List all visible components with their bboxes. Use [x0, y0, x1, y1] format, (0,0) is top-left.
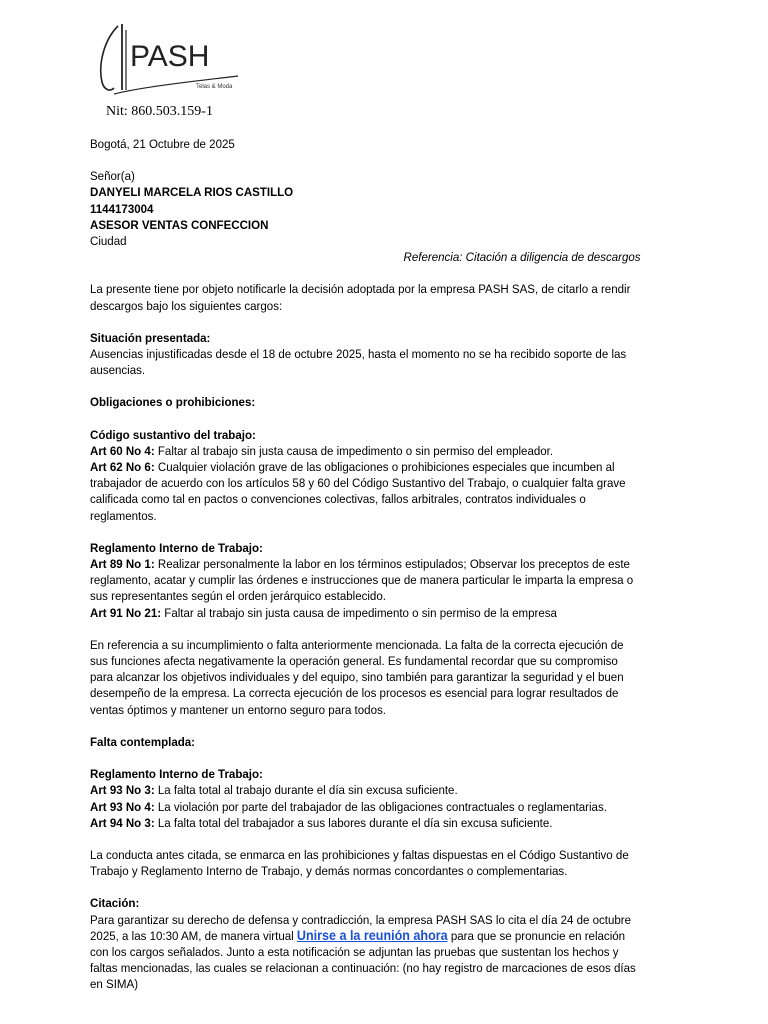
cst-heading: Código sustantivo del trabajo: [90, 427, 256, 442]
rit-item [90, 556, 641, 605]
obligations-heading: Obligaciones o prohibiciones: [90, 395, 256, 410]
nit-number: Nit: 860.503.159-1 [106, 104, 213, 119]
article-text: La falta total al trabajo durante el día sin excusa suficiente. [154, 783, 458, 798]
date-line: Bogotá, 21 Octubre de 2025 [90, 137, 235, 151]
article-text: Realizar personalmente la labor en los términos estipulados; Observar los preceptos de este reglamento, acatar y cumplir las órdenes e instrucciones que de manera particular le imparta la empresa o sus representantes según el orden jerárquico establecido. [90, 557, 634, 604]
rit-item [90, 605, 641, 621]
article-ref: Art 94 No 3: [90, 815, 155, 830]
article-ref: Art 62 No 6: [90, 460, 155, 475]
citation-text-before: Para garantizar su derecho de defensa y contradicción, la empresa PASH SAS lo cita el día 24 de octubre 2025, a las 10:30 AM, de manera virtual [90, 912, 632, 943]
join-meeting-link[interactable]: Unirse a la reunión ahora [296, 927, 448, 943]
situation-text: Ausencias injustificadas desde el 18 de octubre 2025, hasta el momento no se ha recibido soporte de las ausencias. [90, 347, 627, 378]
cst-item [90, 443, 641, 459]
article-ref: Art 93 No 3: [90, 783, 155, 798]
rit2-item [90, 815, 641, 831]
intro-paragraph: La presente tiene por objeto notificarle la decisión adoptada por la empresa PASH SAS, de citarlo a rendir descargos bajo los siguientes cargos: [90, 282, 631, 313]
article-text: La violación por parte del trabajador de las obligaciones contractuales o reglamentarias. [154, 799, 607, 814]
letter-body [90, 136, 641, 993]
recipient-role: ASESOR VENTAS CONFECCION [90, 217, 269, 232]
article-text: Cualquier violación grave de las obligaciones o prohibiciones especiales que incumben al trabajador de acuerdo con los artículos 58 y 60 del Código Sustantivo del Trabajo, o cualquier falta grave calificada como tal en pactos o convenciones colectivas, fallos arbitrales, contratos individuales o reglamentos. [90, 460, 626, 523]
rit2-heading: Reglamento Interno de Trabajo: [90, 767, 263, 782]
cst-item [90, 459, 641, 524]
article-text: Faltar al trabajo sin justa causa de impedimento o sin permiso del empleador. [154, 443, 554, 458]
rit2-item [90, 782, 641, 798]
svg-text:PASH: PASH [130, 40, 210, 73]
article-text: Faltar al trabajo sin justa causa de impedimento o sin permiso de la empresa [161, 605, 557, 620]
article-ref: Art 93 No 4: [90, 799, 155, 814]
article-ref: Art 89 No 1: [90, 557, 155, 572]
rit2-item [90, 799, 641, 815]
citation-paragraph [90, 912, 641, 993]
recipient-id: 1144173004 [90, 201, 154, 216]
reference-line: Referencia: Citación a diligencia de descargos [403, 250, 641, 265]
recipient-salutation: Señor(a) [90, 169, 135, 184]
fault-heading: Falta contemplada: [90, 734, 196, 749]
citation-text-after: para que se pronuncie en relación con los cargos señalados. Junto a esta notificación se adjuntan las pruebas que sustentan los hechos y faltas mencionadas, las cuales se relacionan a continuación: (no hay registro de marcaciones de esos días en SIMA) [90, 928, 636, 992]
recipient-city: Ciudad [90, 234, 127, 249]
reference-paragraph: En referencia a su incumplimiento o falta anteriormente mencionada. La falta de la correcta ejecución de sus funciones afecta negativamente la operación general. Es fundamental recordar que su compromiso para alcanzar los objetivos individuales y del equipo, sino también para garantizar la seguridad y el buen desempeño de la empresa. La correcta ejecución de los procesos es esencial para lograr resultados de ventas óptimos y mantener un entorno seguro para todos. [90, 637, 624, 717]
citation-heading: Citación: [90, 896, 140, 911]
svg-text:Telas & Moda: Telas & Moda [196, 84, 233, 90]
article-ref: Art 91 No 21: [90, 605, 162, 620]
situation-heading: Situación presentada: [90, 330, 211, 345]
conduct-paragraph: La conducta antes citada, se enmarca en las prohibiciones y faltas dispuestas en el Código Sustantivo de Trabajo y Reglamento Interno de Trabajo, y demás normas concordantes o complementarias. [90, 847, 629, 879]
recipient-name: DANYELI MARCELA RIOS CASTILLO [90, 185, 294, 200]
article-ref: Art 60 No 4: [90, 443, 155, 458]
rit-heading: Reglamento Interno de Trabajo: [90, 540, 263, 555]
article-text: La falta total del trabajador a sus labores durante el día sin excusa suficiente. [154, 815, 553, 830]
pash-logo [96, 20, 246, 100]
